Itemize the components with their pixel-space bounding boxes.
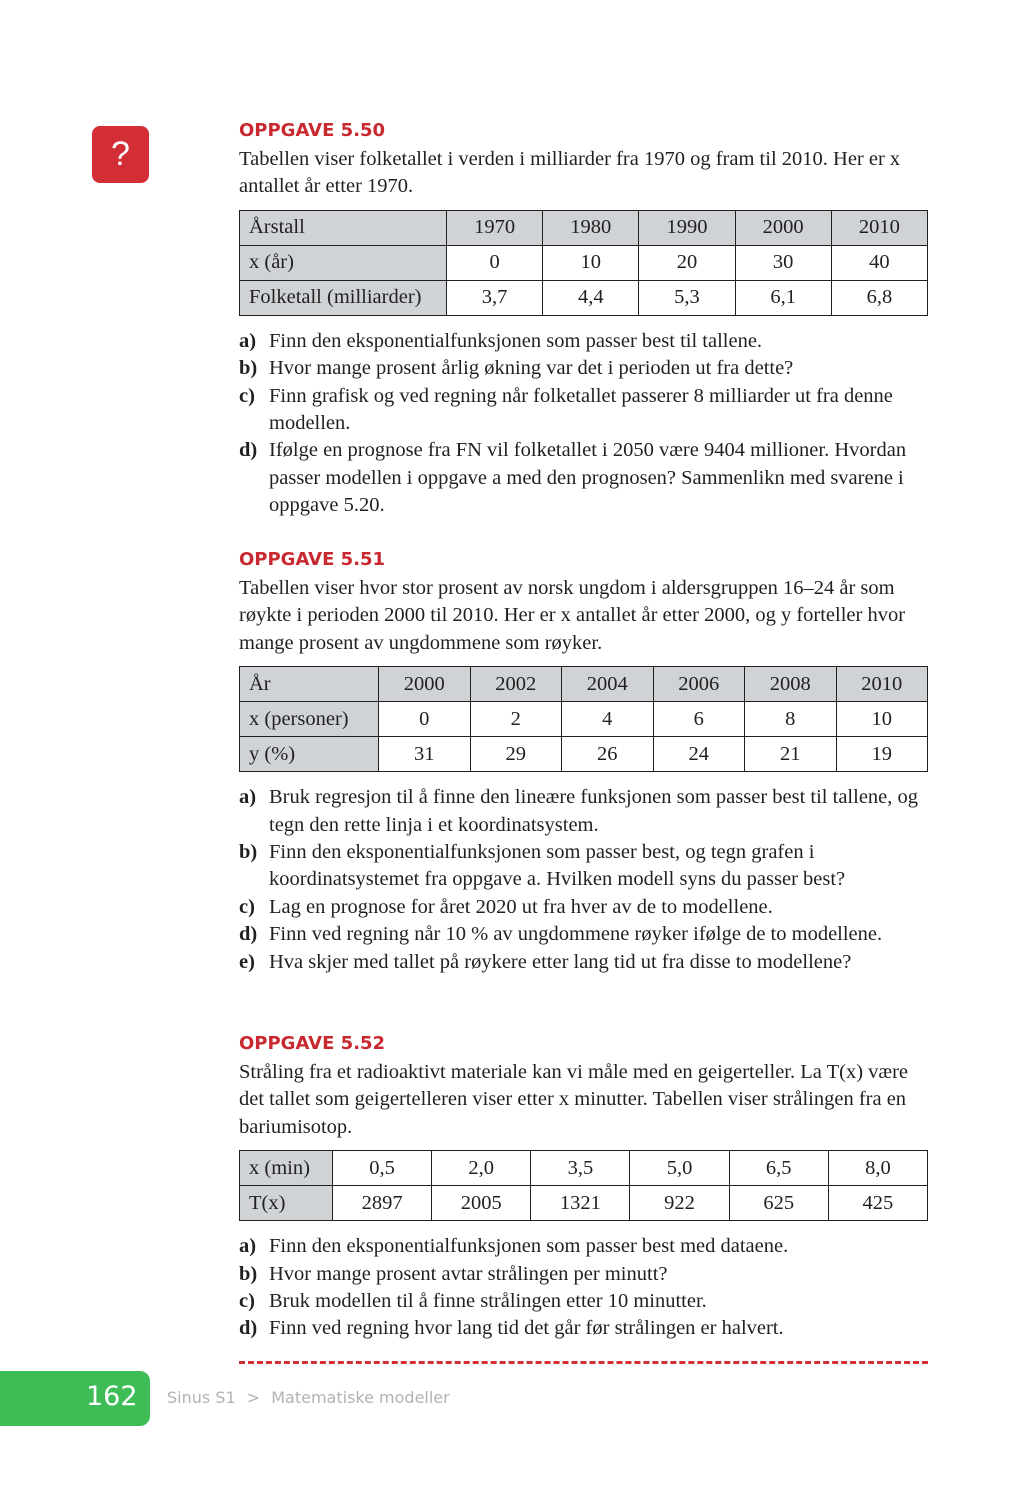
question-icon: ? bbox=[92, 126, 149, 183]
breadcrumb bbox=[167, 1388, 456, 1407]
table-cell: 2010 bbox=[831, 210, 927, 245]
table-row bbox=[240, 702, 928, 737]
table-cell: Årstall bbox=[240, 210, 447, 245]
table-cell: y (%) bbox=[240, 737, 379, 772]
part-label: c) bbox=[239, 384, 255, 407]
table-row bbox=[240, 245, 928, 280]
page-number: 162 bbox=[0, 1371, 150, 1426]
table-cell: 31 bbox=[379, 737, 471, 772]
part-label: b) bbox=[239, 357, 258, 380]
table-cell: 2000 bbox=[735, 210, 831, 245]
table-cell: 625 bbox=[729, 1186, 828, 1221]
task-title: OPPGAVE 5.50 bbox=[239, 120, 386, 141]
part-text: Finn grafisk og ved regning når folketallet passerer 8 milliarder ut fra denne modellen. bbox=[269, 384, 893, 435]
task-intro: Stråling fra et radioaktivt materiale kan vi måle med en geigerteller. La T(x) være det tallet som geigertelleren viser etter x minutter. Tabellen viser strålingen fra en bariumisotop. bbox=[239, 1061, 909, 1138]
table-cell: 1990 bbox=[639, 210, 735, 245]
table-cell: 6,5 bbox=[729, 1151, 828, 1186]
part-label: a) bbox=[239, 786, 257, 809]
table-cell: 0,5 bbox=[333, 1151, 432, 1186]
list-item bbox=[239, 1261, 928, 1288]
part-label: d) bbox=[239, 923, 258, 946]
data-table bbox=[239, 1150, 928, 1221]
task-parts bbox=[239, 328, 928, 520]
table-row bbox=[240, 737, 928, 772]
part-text: Ifølge en prognose fra FN vil folketallet i 2050 være 9404 millioner. Hvordan passer modellen i oppgave a med den prognosen? Sammenlikn med svarene i oppgave 5.20. bbox=[269, 439, 907, 517]
part-text: Lag en prognose for året 2020 ut fra hver av de to modellene. bbox=[269, 895, 773, 918]
breadcrumb-book: Sinus S1 bbox=[167, 1388, 236, 1407]
table-cell: 2002 bbox=[470, 667, 562, 702]
list-item bbox=[239, 1233, 928, 1260]
part-text: Finn den eksponentialfunksjonen som passer best med dataene. bbox=[269, 1235, 789, 1258]
table-cell: 19 bbox=[836, 737, 928, 772]
part-label: d) bbox=[239, 1317, 258, 1340]
data-table bbox=[239, 666, 928, 772]
task-5-52 bbox=[239, 1033, 928, 1343]
task-5-50 bbox=[239, 120, 928, 520]
task-parts bbox=[239, 1233, 928, 1343]
task-parts bbox=[239, 784, 928, 976]
table-cell: 6 bbox=[653, 702, 745, 737]
table-cell: 26 bbox=[562, 737, 654, 772]
table-cell: 10 bbox=[836, 702, 928, 737]
table-row bbox=[240, 280, 928, 315]
list-item bbox=[239, 437, 928, 519]
table-cell: T(x) bbox=[240, 1186, 333, 1221]
list-item bbox=[239, 839, 928, 894]
breadcrumb-chapter: Matematiske modeller bbox=[271, 1388, 450, 1407]
table-cell: 2005 bbox=[432, 1186, 531, 1221]
part-text: Hvor mange prosent årlig økning var det i perioden ut fra dette? bbox=[269, 357, 794, 380]
list-item bbox=[239, 1315, 928, 1342]
table-cell: 3,5 bbox=[531, 1151, 630, 1186]
part-text: Bruk regresjon til å finne den lineære funksjonen som passer best til tallene, og tegn den rette linja i et koordinatsystem. bbox=[269, 786, 919, 836]
table-row bbox=[240, 1151, 928, 1186]
table-cell: 6,1 bbox=[735, 280, 831, 315]
table-cell: 2004 bbox=[562, 667, 654, 702]
table-cell: 8 bbox=[745, 702, 837, 737]
table-row bbox=[240, 1186, 928, 1221]
table-cell: 922 bbox=[630, 1186, 729, 1221]
table-cell: 2,0 bbox=[432, 1151, 531, 1186]
table-cell: 1321 bbox=[531, 1186, 630, 1221]
table-cell: 6,8 bbox=[831, 280, 927, 315]
table-cell: 2 bbox=[470, 702, 562, 737]
part-text: Hvor mange prosent avtar strålingen per minutt? bbox=[269, 1262, 668, 1285]
table-cell: 10 bbox=[543, 245, 639, 280]
list-item bbox=[239, 355, 928, 382]
table-cell: 21 bbox=[745, 737, 837, 772]
table-cell: x (min) bbox=[240, 1151, 333, 1186]
section-divider bbox=[239, 1361, 928, 1364]
list-item bbox=[239, 949, 928, 976]
part-label: b) bbox=[239, 1262, 258, 1285]
table-cell: 5,3 bbox=[639, 280, 735, 315]
task-title: OPPGAVE 5.52 bbox=[239, 1033, 386, 1054]
part-text: Hva skjer med tallet på røykere etter lang tid ut fra disse to modellene? bbox=[269, 950, 852, 973]
part-text: Finn ved regning hvor lang tid det går før strålingen er halvert. bbox=[269, 1317, 784, 1340]
table-cell: 0 bbox=[379, 702, 471, 737]
table-cell: 8,0 bbox=[828, 1151, 927, 1186]
table-cell: x (personer) bbox=[240, 702, 379, 737]
part-text: Bruk modellen til å finne strålingen etter 10 minutter. bbox=[269, 1290, 707, 1313]
table-cell: 3,7 bbox=[447, 280, 543, 315]
breadcrumb-separator: > bbox=[246, 1388, 261, 1407]
table-cell: 2008 bbox=[745, 667, 837, 702]
list-item bbox=[239, 784, 928, 839]
table-cell: 24 bbox=[653, 737, 745, 772]
table-cell: 2010 bbox=[836, 667, 928, 702]
part-text: Finn den eksponentialfunksjonen som passer best, og tegn grafen i koordinatsystemet fra oppgave a. Hvilken modell syns du passer best? bbox=[269, 841, 846, 891]
list-item bbox=[239, 328, 928, 355]
table-cell: 5,0 bbox=[630, 1151, 729, 1186]
table-cell: 30 bbox=[735, 245, 831, 280]
task-intro: Tabellen viser hvor stor prosent av norsk ungdom i aldersgruppen 16–24 år som røykte i perioden 2000 til 2010. Her er x antallet år etter 2000, og y forteller hvor mange prosent av ungdommene som røyker. bbox=[239, 577, 906, 654]
table-cell: År bbox=[240, 667, 379, 702]
table-cell: x (år) bbox=[240, 245, 447, 280]
part-text: Finn ved regning når 10 % av ungdommene røyker ifølge de to modellene. bbox=[269, 923, 883, 946]
part-label: b) bbox=[239, 841, 258, 864]
table-cell: 4 bbox=[562, 702, 654, 737]
table-cell: 2000 bbox=[379, 667, 471, 702]
part-label: a) bbox=[239, 329, 257, 352]
part-label: c) bbox=[239, 1290, 255, 1313]
task-title: OPPGAVE 5.51 bbox=[239, 549, 386, 570]
table-cell: 1970 bbox=[447, 210, 543, 245]
table-cell: 40 bbox=[831, 245, 927, 280]
table-row bbox=[240, 667, 928, 702]
list-item bbox=[239, 1288, 928, 1315]
table-row bbox=[240, 210, 928, 245]
table-cell: 1980 bbox=[543, 210, 639, 245]
data-table bbox=[239, 210, 928, 316]
part-text: Finn den eksponentialfunksjonen som passer best til tallene. bbox=[269, 329, 763, 352]
table-cell: 4,4 bbox=[543, 280, 639, 315]
list-item bbox=[239, 921, 928, 948]
table-cell: 2006 bbox=[653, 667, 745, 702]
table-cell: 425 bbox=[828, 1186, 927, 1221]
part-label: c) bbox=[239, 895, 255, 918]
part-label: d) bbox=[239, 439, 258, 462]
table-cell: Folketall (milliarder) bbox=[240, 280, 447, 315]
table-cell: 2897 bbox=[333, 1186, 432, 1221]
task-5-51 bbox=[239, 549, 928, 976]
task-intro: Tabellen viser folketallet i verden i milliarder fra 1970 og fram til 2010. Her er x antallet år etter 1970. bbox=[239, 148, 901, 198]
part-label: a) bbox=[239, 1235, 257, 1258]
table-cell: 20 bbox=[639, 245, 735, 280]
list-item bbox=[239, 894, 928, 921]
part-label: e) bbox=[239, 950, 255, 973]
table-cell: 29 bbox=[470, 737, 562, 772]
list-item bbox=[239, 383, 928, 438]
table-cell: 0 bbox=[447, 245, 543, 280]
